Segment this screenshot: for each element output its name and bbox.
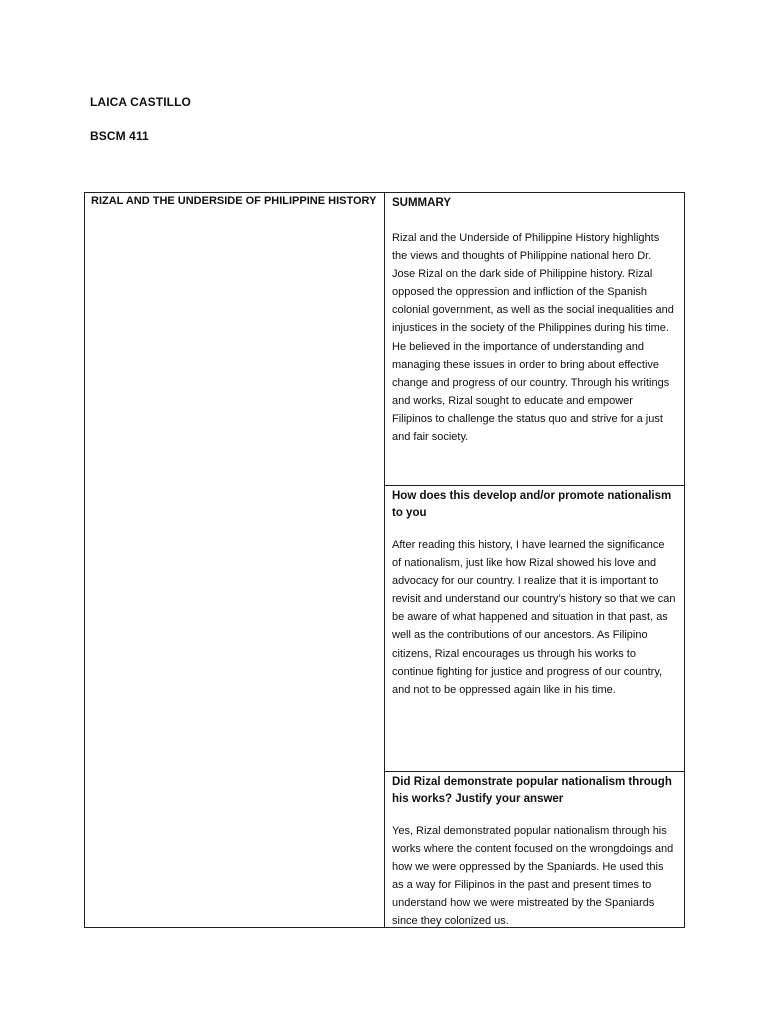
table-left-column (85, 193, 385, 927)
summary-cell (385, 193, 684, 486)
popular-nationalism-cell (385, 772, 684, 927)
summary-heading: SUMMARY (392, 197, 451, 209)
student-name: LAICA CASTILLO (90, 95, 191, 109)
popular-nationalism-question: Did Rizal demonstrate popular nationalism through his works? Justify your answer (392, 776, 672, 805)
nationalism-answer: After reading this history, I have learned the significance of nationalism, just like how Rizal showed his love and advocacy for our country. I realize that it is important to revisit and understand our country’s history so that we can be aware of what happened and situation in that past, as well as the contributions of our ancestors. As Filipino citizens, Rizal encourages us through his works to continue fighting for justice and progress of our country, and not to be oppressed again like in his time. (392, 539, 676, 696)
table-right-column (385, 193, 684, 927)
nationalism-cell (385, 486, 684, 772)
popular-nationalism-answer: Yes, Rizal demonstrated popular nationalism through his works where the content focused on the wrongdoings and how we were oppressed by the Spaniards. He used this as a way for Filipinos in the past and present times to understand how we were mistreated by the Spaniards since they colonized us. (392, 825, 674, 928)
topic-title: RIZAL AND THE UNDERSIDE OF PHILIPPINE HISTORY (91, 195, 377, 207)
course-code: BSCM 411 (90, 129, 149, 143)
summary-text: Rizal and the Underside of Philippine History highlights the views and thoughts of Philippine national hero Dr. Jose Rizal on the dark side of Philippine history. Rizal opposed the oppression and infliction of the Spanish colonial government, as well as the social inequalities and injustices in the society of the Philippines during his time. He believed in the importance of understanding and managing these issues in order to bring about effective change and progress of our country. Through his writings and works, Rizal sought to educate and empower Filipinos to challenge the status quo and strive for a just and fair society. (392, 232, 674, 444)
reflection-table (84, 192, 685, 928)
nationalism-question: How does this develop and/or promote nationalism to you (392, 490, 672, 519)
